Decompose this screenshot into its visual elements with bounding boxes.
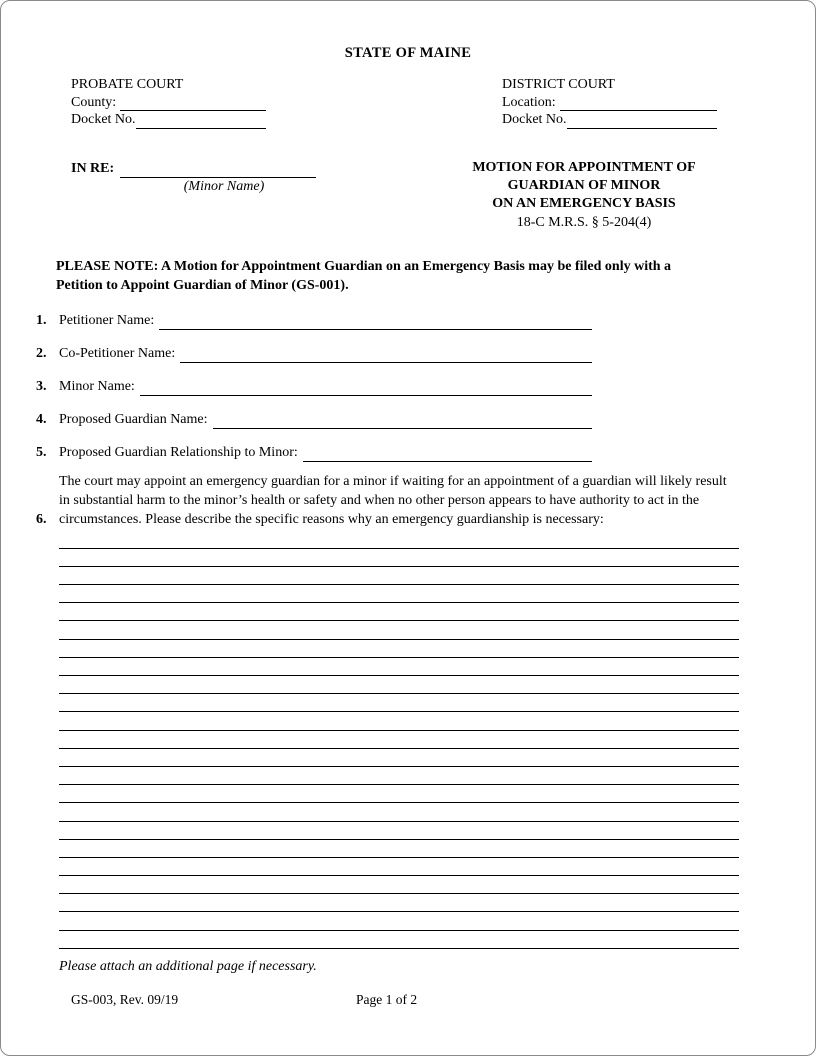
county-field[interactable] [120,96,266,111]
item-proposed-guardian-name [36,410,592,429]
emergency-reasons-text: The court may appoint an emergency guardian for a minor if waiting for an appointment of a guardian will likely result in substantial harm to the minor’s health or safety and when no other person appears to have authority to act in the circumstances. Please describe the specific reasons why an emergency guardianship is necessary: [59,473,727,527]
motion-title-line3: ON AN EMERGENCY BASIS [492,195,676,211]
response-line[interactable] [59,785,739,803]
motion-title-line1: MOTION FOR APPOINTMENT OF [472,159,696,175]
item-label: Petitioner Name: [59,312,155,328]
response-line[interactable] [59,858,739,876]
item-label: Minor Name: [59,378,135,394]
response-line[interactable] [59,749,739,767]
response-line[interactable] [59,531,739,549]
response-line[interactable] [59,803,739,821]
item-label: Proposed Guardian Relationship to Minor: [59,444,298,460]
county-label: County: [71,94,117,110]
response-line[interactable] [59,712,739,730]
response-line[interactable] [59,676,739,694]
case-caption-row [36,159,739,231]
form-id: GS-003, Rev. 09/19 [71,992,179,1007]
statute-citation: 18-C M.R.S. § 5-204(4) [516,214,652,230]
district-court-block [502,76,717,129]
minor-name-item-field[interactable] [140,381,592,396]
item-label: Proposed Guardian Name: [59,411,208,427]
response-line[interactable] [59,840,739,858]
item-number: 2. [36,345,47,361]
in-re-label: IN RE: [71,160,115,176]
item-co-petitioner-name [36,344,592,363]
response-line[interactable] [59,767,739,785]
item-petitioner-name [36,311,592,330]
guardian-relationship-field[interactable] [303,447,592,462]
response-line[interactable] [59,931,739,949]
probate-docket-label: Docket No. [71,112,136,127]
location-label: Location: [502,94,556,110]
item-number: 6. [36,511,47,527]
minor-name-field[interactable] [120,163,316,178]
proposed-guardian-name-field[interactable] [213,414,592,429]
item-number: 1. [36,312,47,328]
motion-title-line2: GUARDIAN OF MINOR [507,177,661,193]
response-line[interactable] [59,912,739,930]
state-title: STATE OF MAINE [344,45,472,61]
location-field[interactable] [560,96,717,111]
co-petitioner-name-field[interactable] [180,348,592,363]
motion-title-block [453,159,715,231]
attach-page-note: Please attach an additional page if necessary. [59,958,317,974]
courts-header [36,76,739,129]
item-number: 3. [36,378,47,394]
numbered-items [36,311,739,529]
minor-name-caption: (Minor Name) [183,178,265,194]
response-line[interactable] [59,694,739,712]
page-number: Page 1 of 2 [356,992,418,1007]
item-label: Co-Petitioner Name: [59,345,176,361]
item-emergency-reasons [36,472,739,529]
response-line[interactable] [59,658,739,676]
probate-court-title: PROBATE COURT [71,77,184,92]
in-re-block [71,159,322,231]
response-line[interactable] [59,876,739,894]
item-minor-name [36,377,592,396]
response-line[interactable] [59,731,739,749]
district-docket-field[interactable] [567,114,717,129]
district-docket-label: Docket No. [502,112,567,127]
district-court-title: DISTRICT COURT [502,77,615,92]
probate-court-block [71,76,266,129]
response-line[interactable] [59,567,739,585]
response-line[interactable] [59,621,739,639]
item-number: 5. [36,444,47,460]
item-number: 4. [36,411,47,427]
response-line[interactable] [59,585,739,603]
please-note-paragraph: PLEASE NOTE: A Motion for Appointment Guardian on an Emergency Basis may be filed only with a Petition to Appoint Guardian of Minor (GS-001). [56,258,672,293]
probate-docket-field[interactable] [136,114,266,129]
response-lines [59,531,739,949]
petitioner-name-field[interactable] [159,315,592,330]
response-line[interactable] [59,822,739,840]
response-line[interactable] [59,894,739,912]
response-line[interactable] [59,603,739,621]
response-line[interactable] [59,640,739,658]
response-line[interactable] [59,549,739,567]
item-guardian-relationship [36,443,592,462]
